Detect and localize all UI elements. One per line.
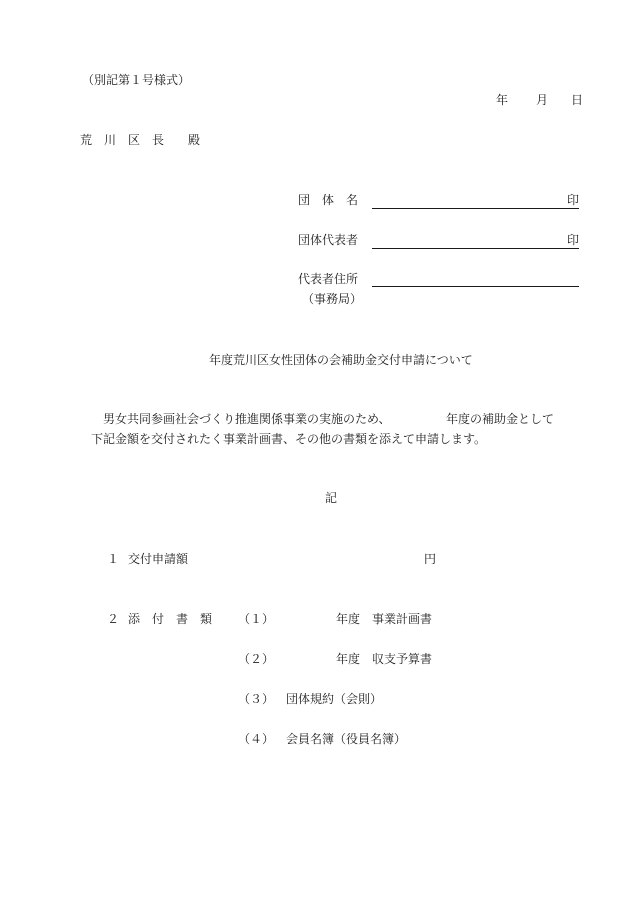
item1-unit: 円 (424, 552, 437, 566)
address-sublabel: （事務局） (302, 292, 363, 306)
addressee: 荒 川 区 長 殿 (80, 133, 201, 147)
date-year: 年 (496, 93, 509, 107)
seal-mark: 印 (566, 233, 579, 247)
attachment-3-number: （３） (238, 692, 275, 706)
ki-heading: 記 (325, 491, 338, 505)
attachment-4-name: 会員名簿（役員名簿） (286, 732, 407, 746)
date-line (496, 92, 584, 108)
attachment-3-name: 団体規約（会則） (286, 692, 383, 706)
body-line1-pre: 男女共同参画社会づくり推進関係事業の実施のため、 (103, 412, 391, 426)
body-line1-post: 年度の補助金として (446, 412, 555, 426)
representative-label: 団体代表者 (298, 233, 359, 247)
address-label: 代表者住所 (298, 272, 359, 286)
attachment-2-name: 収支予算書 (372, 652, 433, 666)
seal-mark: 印 (566, 193, 579, 207)
date-day: 日 (571, 93, 584, 107)
org-name-label: 団 体 名 (298, 193, 359, 207)
item1-number: １ (107, 552, 120, 566)
representative-field[interactable] (372, 232, 579, 249)
attachment-1-year: 年度 (336, 612, 361, 626)
attachment-1-name: 事業計画書 (372, 612, 433, 626)
address-field[interactable] (372, 270, 579, 287)
attachment-2-number: （２） (238, 652, 275, 666)
attachment-2-year: 年度 (336, 652, 361, 666)
body-line2: 下記金額を交付されたく事業計画書、その他の書類を添えて申請します。 (91, 432, 487, 446)
item1-label: 交付申請額 (128, 552, 189, 566)
org-name-field[interactable] (372, 192, 579, 209)
item2-number: ２ (107, 612, 120, 626)
form-number: （別記第１号様式） (82, 73, 191, 87)
document-title: 年度荒川区女性団体の会補助金交付申請について (209, 353, 473, 367)
item2-label: 添 付 書 類 (128, 612, 213, 626)
date-month: 月 (536, 93, 549, 107)
attachment-1-number: （１） (238, 612, 275, 626)
attachment-4-number: （４） (238, 732, 275, 746)
